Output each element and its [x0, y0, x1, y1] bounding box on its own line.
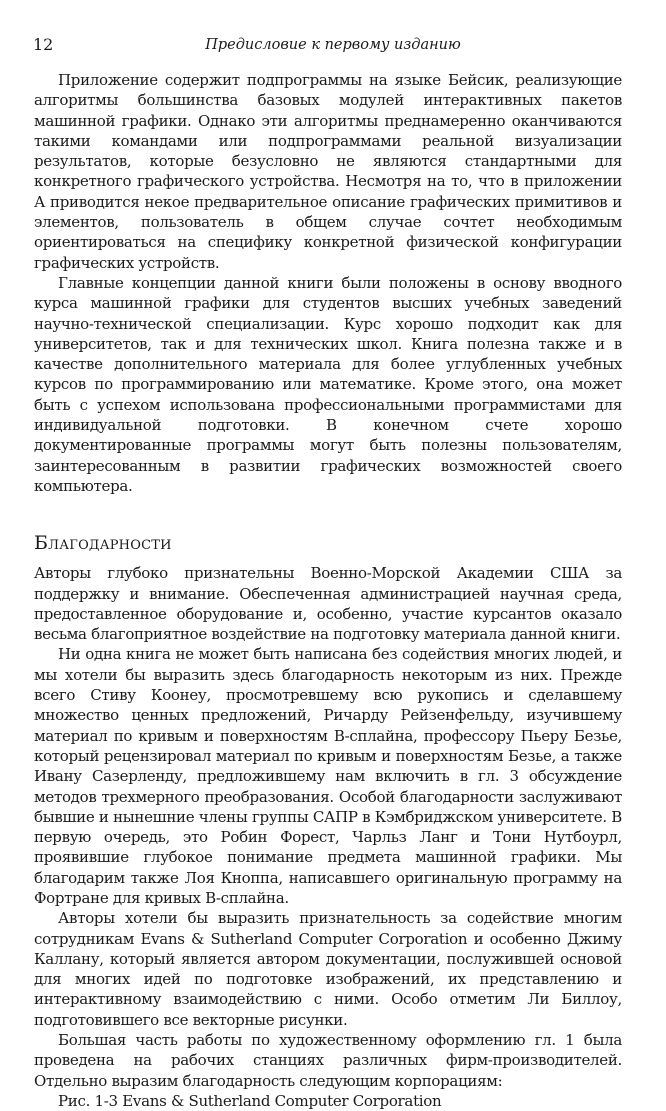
paragraph: Главные концепции данной книги были положены в основу вводного курса машинной графики для студентов высших учебных заведений научно-технической специализации. Курс хорошо подходит как для университетов, так и для технических школ. Книга полезна также и в качестве дополнительного материала для более углубленных учебных курсов по программированию или математике. Кроме этого, она может быть с успехом использована профессиональными программистами для индивидуальной подготовки. В конечном счете хорошо документированные программы могут быть полезны пользователям, заинтересованным в развитии графических возможностей своего компьютера. — [34, 273, 622, 495]
paragraph: Ни одна книга не может быть написана без содействия многих людей, и мы хотели бы выразить здесь благодарность некоторым из них. Прежде всего Стиву Коонеу, просмотревшему всю рукопись и сделавшему множество ценных предложений, Ричарду Рейзенфельду, изучившему материал по кривым и поверхностям В-сплайна, профессору Пьеру Безье, который рецензировал материал по кривым и поверхностям Безье, а также Ивану Сазерленду, предложившему нам включить в гл. 3 обсуждение методов трехмерного преобразования. Особой благодарности заслуживают бывшие и нынешние члены группы САПР в Кэмбриджском университете. В первую очередь, это Робин Форест, Чарльз Ланг и Тони Нутбоурл, проявившие глубокое понимание предмета машинной графики. Мы благодарим также Лоя Кноппа, написавшего оригинальную программу на Фортране для кривых В-сплайна. — [34, 645, 623, 907]
paragraph: Приложение содержит подпрограммы на языке Бейсик, реализующие алгоритмы большинства базовых модулей интерактивных пакетов машинной графики. Однако эти алгоритмы преднамеренно оканчиваются такими командами или подпрограммами реальной визуализации результатов, которые безусловно не являются стандартными для конкретного графического устройства. Несмотря на то, что в приложении А приводится некое предварительное описание графических примитивов и элементов, пользователь в общем случае сочтет необходимым ориентироваться на специфику конкретной физической конфигурации графических устройств. — [34, 71, 622, 272]
figure-credit: Рис. 1-3 Evans & Sutherland Computer Corporation — [58, 1091, 442, 1110]
paragraph: Авторы хотели бы выразить признательность за содействие многим сотрудникам Evans & Sutherland Computer Corporation и особенно Джиму Каллану, который является автором документации, послужившей основой для многих идей по подготовке изображений, их представлению и интерактивному взаимодействию с ними. Особо отметим Ли Биллоу, подготовившего все векторные рисунки. — [34, 909, 622, 1029]
body-text — [34, 70, 622, 1111]
page-number: 12 — [33, 35, 54, 54]
section-heading: Благодарности — [34, 532, 172, 555]
running-title: Предисловие к первому изданию — [205, 37, 461, 53]
paragraph: Большая часть работы по художественному оформлению гл. 1 была проведена на рабочих станциях различных фирм-производителей. Отдельно выразим благодарность следующим корпорациям: — [34, 1031, 622, 1090]
paragraph: Авторы глубоко признательны Военно-Морской Академии США за поддержку и внимание. Обеспеченная администрацией научная среда, предоставленное оборудование и, особенно, участие курсантов оказало весьма благоприятное воздействие на подготовку материала данной книги. — [34, 564, 622, 644]
